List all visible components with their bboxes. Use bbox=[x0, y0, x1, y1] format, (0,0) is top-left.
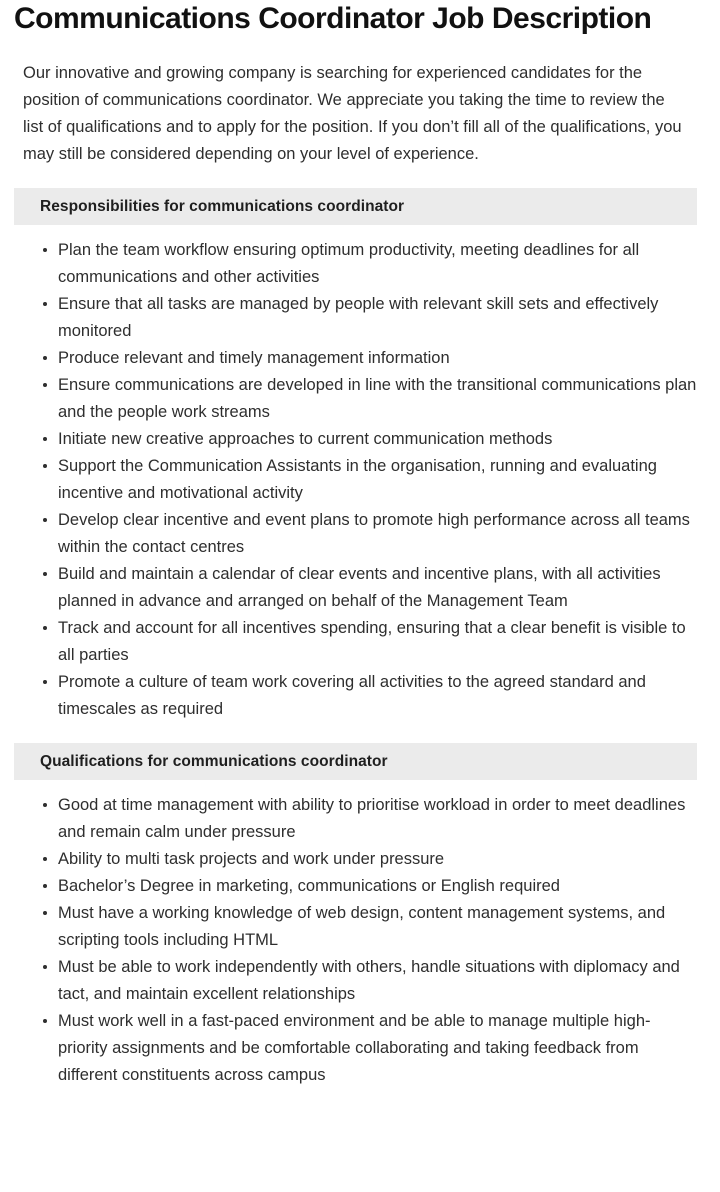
bullet-icon bbox=[43, 680, 47, 684]
list-item-text: Ensure that all tasks are managed by people with relevant skill sets and effectively monitored bbox=[58, 295, 659, 340]
bullet-icon bbox=[43, 437, 47, 441]
list-item-text: Must have a working knowledge of web design, content management systems, and scripting tools including HTML bbox=[58, 904, 666, 949]
list-item-text: Ensure communications are developed in line with the transitional communications plan and the people work streams bbox=[58, 376, 697, 421]
bullet-icon bbox=[43, 518, 47, 522]
bullet-icon bbox=[43, 464, 47, 468]
list-item-text: Bachelor’s Degree in marketing, communications or English required bbox=[58, 877, 560, 895]
list-item-text: Track and account for all incentives spending, ensuring that a clear benefit is visible to all parties bbox=[58, 619, 686, 664]
list-item bbox=[14, 291, 706, 345]
list-item-text: Ability to multi task projects and work under pressure bbox=[58, 850, 445, 868]
list-item-text: Plan the team workflow ensuring optimum productivity, meeting deadlines for all communications and other activities bbox=[58, 241, 640, 286]
bullet-icon bbox=[43, 383, 47, 387]
list-item bbox=[14, 792, 706, 846]
bullet-icon bbox=[43, 572, 47, 576]
list-item-text: Build and maintain a calendar of clear events and incentive plans, with all activities planned in advance and arranged on behalf of the Management Team bbox=[58, 565, 661, 610]
list-item-text: Must work well in a fast-paced environment and be able to manage multiple high-priority assignments and be comfortable collaborating and taking feedback from different constituents across campus bbox=[58, 1012, 651, 1084]
list-item bbox=[14, 345, 706, 372]
list-item bbox=[14, 561, 706, 615]
list-item bbox=[14, 954, 706, 1008]
list-item bbox=[14, 372, 706, 426]
list-item-text: Initiate new creative approaches to current communication methods bbox=[58, 430, 553, 448]
qualifications-section-header bbox=[14, 743, 697, 780]
list-item bbox=[14, 453, 706, 507]
list-item-text: Produce relevant and timely management information bbox=[58, 349, 450, 367]
qualifications-list bbox=[14, 780, 706, 1089]
list-item-text: Promote a culture of team work covering all activities to the agreed standard and timescales as required bbox=[58, 673, 646, 718]
bullet-icon bbox=[43, 626, 47, 630]
qualifications-section bbox=[14, 743, 706, 1089]
bullet-icon bbox=[43, 884, 47, 888]
list-item bbox=[14, 507, 706, 561]
list-item bbox=[14, 873, 706, 900]
responsibilities-section bbox=[14, 188, 706, 723]
list-item bbox=[14, 669, 706, 723]
bullet-icon bbox=[43, 803, 47, 807]
responsibilities-heading: Responsibilities for communications coordinator bbox=[40, 197, 405, 215]
list-item bbox=[14, 900, 706, 954]
bullet-icon bbox=[43, 911, 47, 915]
bullet-icon bbox=[43, 1019, 47, 1023]
list-item bbox=[14, 426, 706, 453]
bullet-icon bbox=[43, 356, 47, 360]
list-item-text: Develop clear incentive and event plans to promote high performance across all teams within the contact centres bbox=[58, 511, 690, 556]
qualifications-heading: Qualifications for communications coordinator bbox=[40, 752, 388, 770]
list-item-text: Support the Communication Assistants in the organisation, running and evaluating incentive and motivational activity bbox=[58, 457, 657, 502]
list-item-text: Good at time management with ability to prioritise workload in order to meet deadlines and remain calm under pressure bbox=[58, 796, 686, 841]
intro-paragraph: Our innovative and growing company is searching for experienced candidates for the position of communications coordinator. We appreciate you taking the time to review the list of qualifications and to apply for the position. If you don’t fill all of the qualifications, you may still be considered depending on your level of experience. bbox=[23, 64, 682, 163]
list-item bbox=[14, 237, 706, 291]
list-item bbox=[14, 615, 706, 669]
bullet-icon bbox=[43, 302, 47, 306]
list-item bbox=[14, 1008, 706, 1089]
list-item-text: Must be able to work independently with others, handle situations with diplomacy and tact, and maintain excellent relationships bbox=[58, 958, 680, 1003]
responsibilities-list bbox=[14, 225, 706, 723]
bullet-icon bbox=[43, 965, 47, 969]
page-title: Communications Coordinator Job Description bbox=[14, 2, 652, 35]
list-item bbox=[14, 846, 706, 873]
bullet-icon bbox=[43, 857, 47, 861]
bullet-icon bbox=[43, 248, 47, 252]
responsibilities-section-header bbox=[14, 188, 697, 225]
